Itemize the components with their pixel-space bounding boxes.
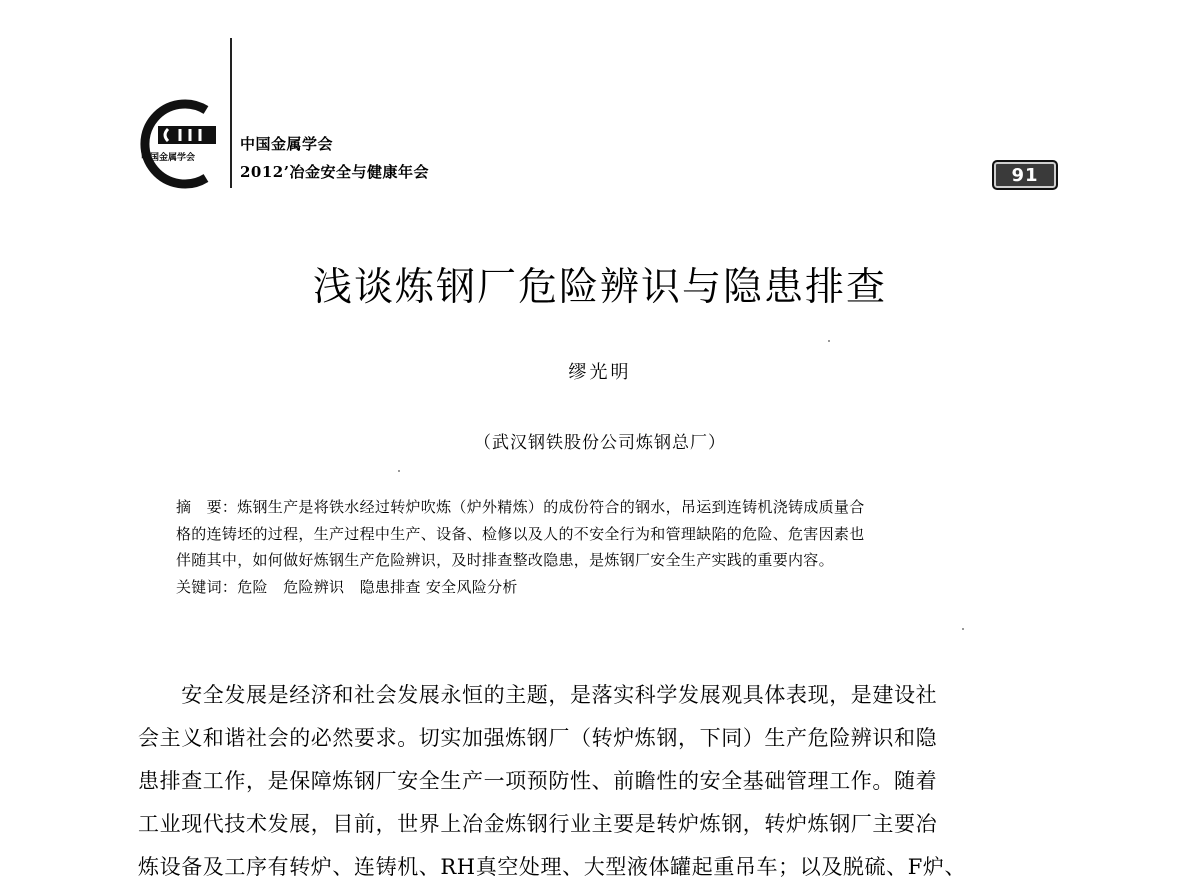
body-line: 会主义和谐社会的必然要求。切实加强炼钢厂（转炉炼钢，下同）生产危险辨识和隐: [138, 726, 938, 750]
abstract-block: [176, 494, 1036, 600]
society-name: 中国金属学会: [240, 135, 334, 153]
body-line: 工业现代技术发展，目前，世界上冶金炼钢行业主要是转炉炼钢，转炉炼钢厂主要冶: [138, 812, 938, 836]
scan-speck: [962, 628, 964, 630]
abstract-line: 摘 要：炼钢生产是将铁水经过转炉吹炼（炉外精炼）的成份符合的钢水，吊运到连铸机浇铸成质量合: [176, 498, 865, 516]
page-number: 91: [1011, 164, 1039, 186]
abstract-line: 格的连铸坯的过程，生产过程中生产、设备、检修以及人的不安全行为和管理缺陷的危险、危害因素也: [176, 524, 865, 543]
header-divider: [230, 38, 232, 188]
author-name: 缪光明: [568, 362, 632, 383]
body-line: 炼设备及工序有转炉、连铸机、RH真空处理、大型液体罐起重吊车；以及脱硫、F炉、: [138, 855, 967, 879]
page-number-badge: [992, 160, 1058, 190]
body-paragraph: [138, 674, 1068, 889]
conference-name: 2012’冶金安全与健康年会: [240, 163, 429, 181]
abstract-line: 伴随其中，如何做好炼钢生产危险辨识，及时排查整改隐患，是炼钢厂安全生产实践的重要内容。: [176, 551, 834, 569]
keywords-line: 关键词：危险 危险辨识 隐患排查 安全风险分析: [176, 577, 518, 596]
author-affiliation: （武汉钢铁股份公司炼钢总厂）: [474, 433, 726, 453]
logo-text: 中国金属学会: [140, 153, 196, 163]
paper-title: 浅谈炼钢厂危险辨识与隐患排查: [312, 265, 887, 310]
header-conference-block: [240, 130, 429, 186]
scan-speck: [398, 470, 400, 472]
scan-speck: [828, 340, 830, 342]
body-line: 患排查工作，是保障炼钢厂安全生产一项预防性、前瞻性的安全基础管理工作。随着: [138, 769, 938, 793]
body-line: 安全发展是经济和社会发展永恒的主题，是落实科学发展观具体表现，是建设社: [138, 683, 938, 707]
society-logo-icon: [128, 96, 224, 192]
